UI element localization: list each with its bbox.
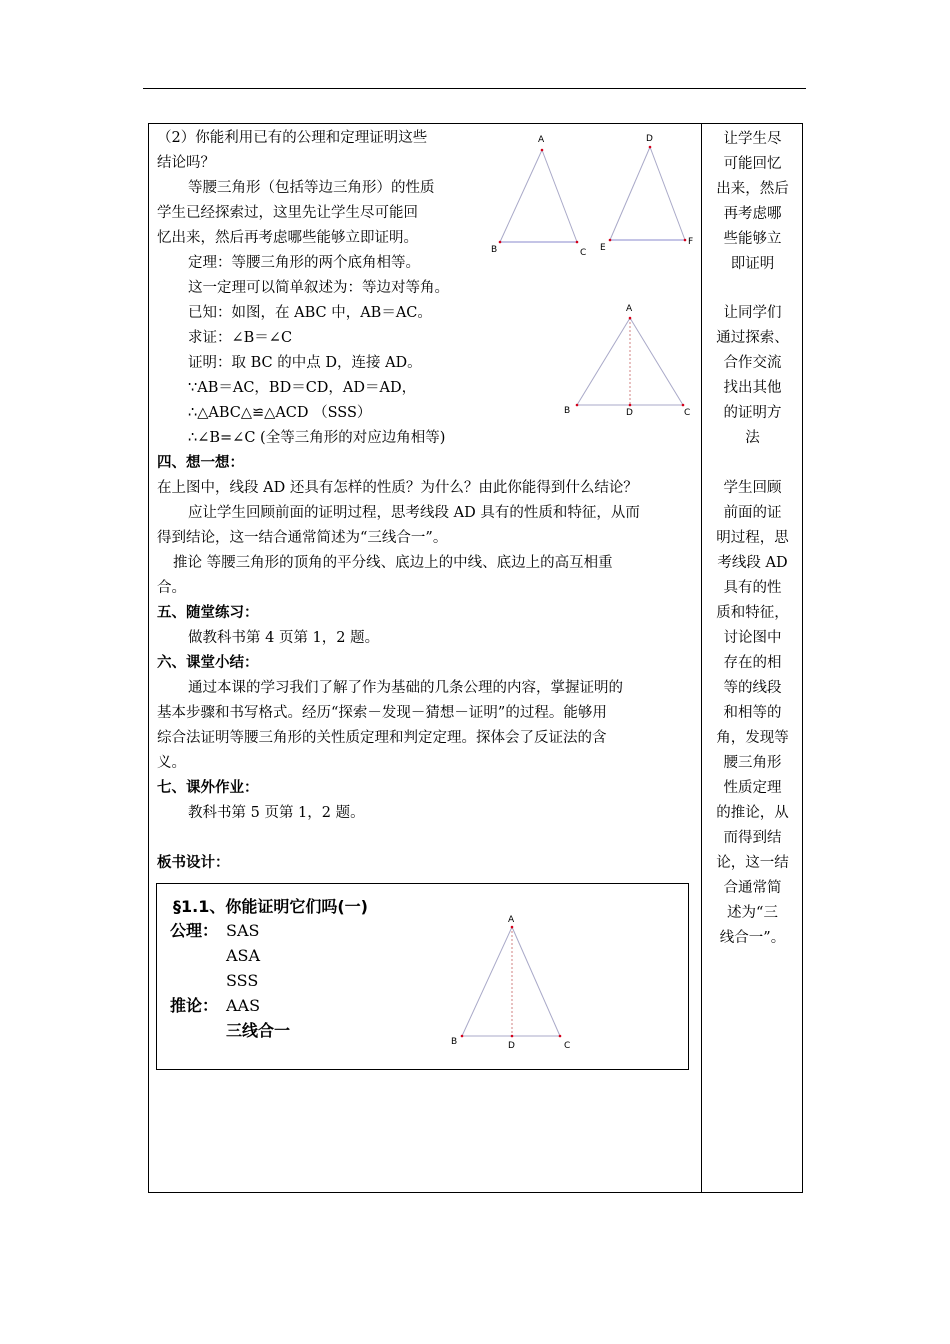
label-e: E [600,243,606,253]
point-c [576,241,579,244]
point-a [629,317,632,320]
side-ab [462,927,512,1036]
board-axiom-sas: SAS [226,921,260,940]
point-b [499,241,502,244]
paragraph-line: 得到结论，这一结合通常简述为“三线合一”。 [157,530,448,546]
section-heading-board-design: 板书设计： [157,855,230,871]
prove-line: 求证：∠B＝∠C [188,330,293,346]
label-b: B [564,406,571,416]
paragraph-line: 忆出来，然后再考虑哪些能够立即证明。 [157,230,418,246]
side-note-line: 的推论，从 [716,805,789,821]
section-heading-think: 四、想一想： [157,455,244,471]
side-note-line: 再考虑哪 [723,206,782,222]
point-a [511,926,514,929]
side-note-line: 即证明 [730,256,775,272]
point-b [461,1035,464,1038]
point-c [682,404,685,407]
side-de [610,147,650,240]
side-note-line: 具有的性 [723,580,782,596]
board-title: §1.1、你能证明它们吗(一) [173,897,368,916]
theorem-line: 定理：等腰三角形的两个底角相等。 [188,255,420,271]
section-heading-homework: 七、课外作业： [157,780,259,796]
section-heading-summary: 六、课堂小结： [157,655,259,671]
side-ab [577,318,630,405]
side-note-line: 法 [745,430,760,446]
side-note-line: 学生回顾 [723,480,782,496]
summary-line: 综合法证明等腰三角形的关性质定理和判定定理。探体会了反证法的含 [157,730,607,746]
side-note-line: 讨论图中 [723,630,782,646]
side-note-line: 让同学们 [723,305,782,321]
board-design-box [156,883,689,1070]
proof-therefore-line: ∴△ABC△≌△ACD （SSS） [188,405,372,421]
side-note-line: 明过程，思 [716,530,789,546]
side-note-line: 论，这一结 [716,855,789,871]
point-d [649,146,652,149]
label-b: B [491,245,498,255]
section-heading-practice: 五、随堂练习： [157,605,259,621]
side-note-line: 出来，然后 [716,181,789,197]
side-note-line: 性质定理 [723,780,782,796]
side-note-line: 找出其他 [723,380,782,396]
side-note-line: 等的线段 [723,680,782,696]
point-b [576,404,579,407]
side-ac [542,150,577,242]
point-d [629,404,632,407]
side-note-line: 前面的证 [723,505,782,521]
side-ac [512,927,560,1036]
side-note-line: 腰三角形 [723,755,782,771]
point-f [684,239,687,242]
side-ac [630,318,683,405]
header-rule [143,88,806,89]
side-df [650,147,685,240]
board-axiom-asa: ASA [226,946,261,965]
side-note-line: 些能够立 [723,231,782,247]
given-line: 已知：如图，在 ABC 中，AB＝AC。 [188,305,432,321]
board-axiom-sss: SSS [226,971,259,990]
think-question-line: 在上图中，线段 AD 还具有怎样的性质？为什么？由此你能得到什么结论？ [157,480,638,496]
board-axiom-label: 公理： [170,921,219,940]
point-e [609,239,612,242]
label-d: D [646,134,653,144]
question-2-line-1: （2）你能利用已有的公理和定理证明这些 [157,130,428,146]
corollary-line: 合。 [157,580,186,596]
paragraph-line: 应让学生回顾前面的证明过程，思考线段 AD 具有的性质和特征，从而 [188,505,640,521]
summary-line: 基本步骤和书写格式。经历“探索－发现－猜想－证明”的过程。能够用 [157,705,607,721]
side-ab [500,150,542,242]
point-c [559,1035,562,1038]
corollary-line: 推论 等腰三角形的顶角的平分线、底边上的中线、底边上的高互相重 [173,555,613,571]
side-note-line: 合作交流 [723,355,782,371]
label-a: A [538,135,545,145]
proof-line: 证明：取 BC 的中点 D，连接 AD。 [188,355,422,371]
proof-because-line: ∵AB＝AC，BD＝CD，AD＝AD， [188,380,417,396]
side-note-line: 可能回忆 [723,156,782,172]
board-corollary-label: 推论： [170,996,219,1015]
side-note-line: 的证明方 [723,405,782,421]
side-note-line: 让学生尽 [723,131,782,147]
figure-triangle-abcd [555,300,700,425]
label-c: C [684,408,691,418]
figure-triangle-def [595,125,705,260]
side-note-line: 述为“三 [727,905,778,921]
board-corollary-three-lines: 三线合一 [226,1021,291,1040]
side-note-line: 考线段 AD [717,555,788,571]
label-a: A [508,915,515,925]
paragraph-line: 等腰三角形（包括等边三角形）的性质 [188,180,435,196]
label-c: C [580,248,587,258]
side-note-line: 合通常简 [723,880,782,896]
label-d: D [508,1041,515,1051]
side-note-line: 线合一”。 [719,930,786,946]
figure-board-triangle [440,910,585,1055]
label-d: D [626,408,633,418]
paragraph-line: 学生已经探索过，这里先让学生尽可能回 [157,205,418,221]
label-f: F [688,237,694,247]
practice-line: 做教科书第 4 页第 1，2 题。 [188,630,380,646]
summary-line: 义。 [157,755,186,771]
proof-conclusion-line: ∴∠B=∠C (全等三角形的对应边角相等) [188,430,446,446]
question-2-line-2: 结论吗？ [157,155,215,171]
point-a [541,149,544,152]
homework-line: 教科书第 5 页第 1，2 题。 [188,805,365,821]
figure-triangle-abc [480,125,600,260]
side-note-line: 和相等的 [723,705,782,721]
label-c: C [564,1041,571,1051]
point-d [511,1035,514,1038]
side-note-line: 而得到结 [723,830,782,846]
side-note-line: 存在的相 [723,655,782,671]
side-note-line: 通过探索、 [716,330,789,346]
board-corollary-aas: AAS [226,996,261,1015]
summary-line: 通过本课的学习我们了解了作为基础的几条公理的内容，掌握证明的 [188,680,623,696]
label-b: B [451,1037,458,1047]
theorem-summary-line: 这一定理可以简单叙述为：等边对等角。 [188,280,449,296]
side-note-line: 角，发现等 [716,730,789,746]
side-note-line: 质和特征， [716,605,789,621]
label-a: A [626,304,633,314]
